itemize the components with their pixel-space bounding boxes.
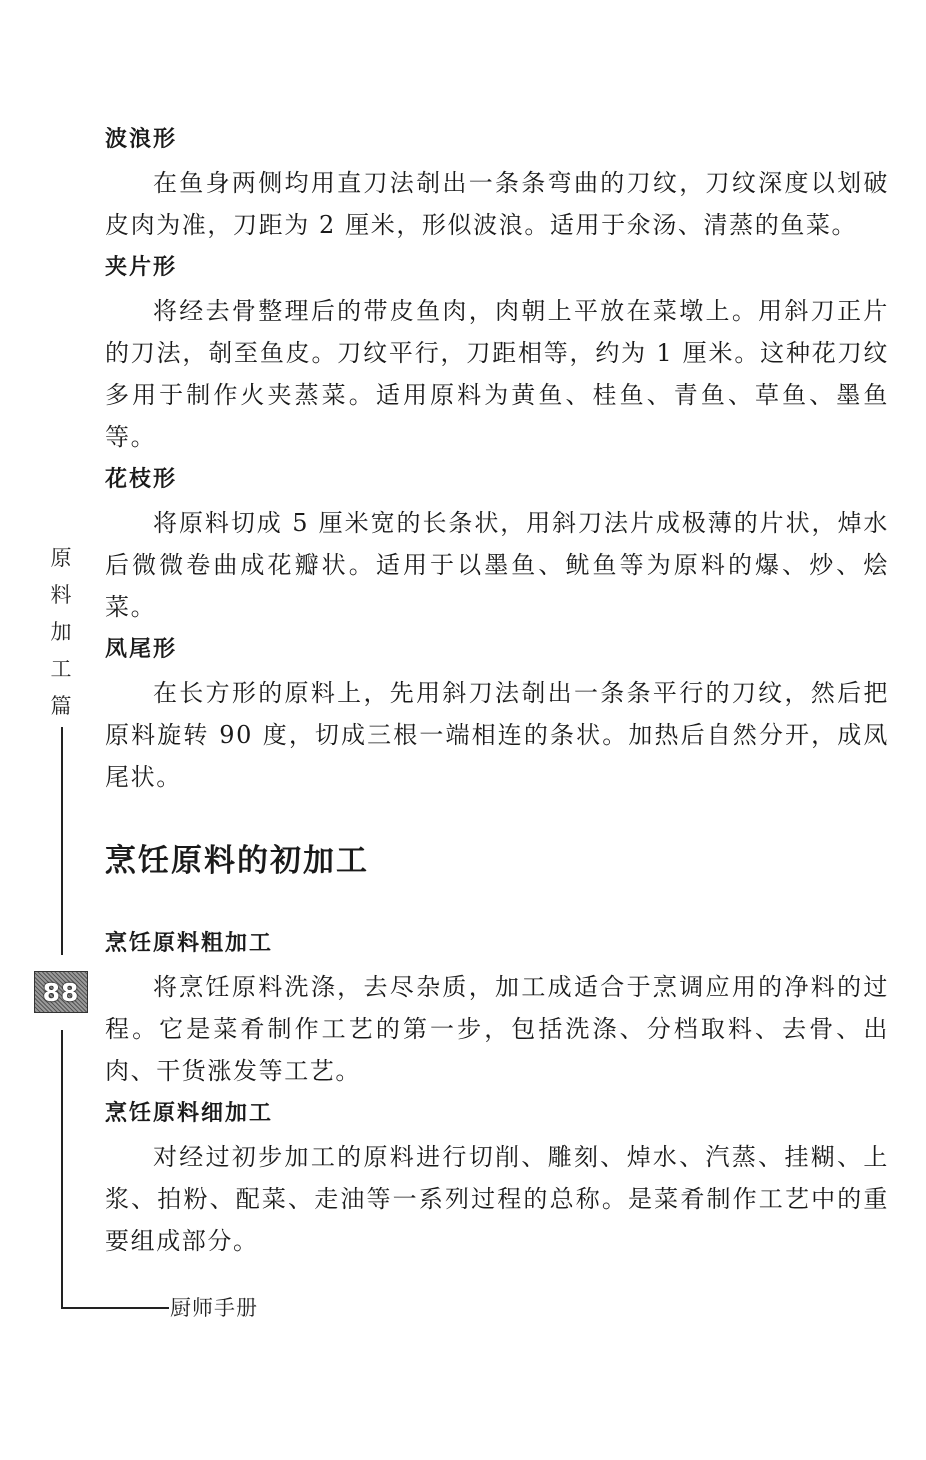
section-text-wave: 在鱼身两侧均用直刀法剞出一条条弯曲的刀纹，刀纹深度以划破皮肉为准，刀距为 2 厘米，形似波浪。适用于氽汤、清蒸的鱼菜。 [105, 169, 889, 239]
sidebar-chapter-label [47, 540, 75, 725]
section-heading-flower-branch: 花枝形 [105, 467, 178, 492]
sidebar-rule-upper [61, 727, 63, 955]
footer-book-title: 厨师手册 [170, 1296, 258, 1320]
subsection-heading-rough-processing: 烹饪原料粗加工 [105, 931, 274, 956]
section-text-sandwich: 将经去骨整理后的带皮鱼肉，肉朝上平放在菜墩上。用斜刀正片的刀法，剞至鱼皮。刀纹平行，刀距相等，约为 1 厘米。这种花刀纹多用于制作火夹蒸菜。适用原料为黄鱼、桂鱼、青鱼、草鱼、墨鱼等。 [105, 297, 889, 451]
subsection-heading-fine-processing: 烹饪原料细加工 [105, 1101, 274, 1126]
section-heading-phoenix-tail: 凤尾形 [105, 637, 178, 662]
section-text-flower-branch: 将原料切成 5 厘米宽的长条状，用斜刀法片成极薄的片状，焯水后微微卷曲成花瓣状。适用于以墨鱼、鱿鱼等为原料的爆、炒、烩菜。 [105, 509, 889, 621]
section-heading-wave: 波浪形 [105, 127, 178, 152]
sidebar-char: 工 [50, 657, 72, 681]
subsection-text-rough-processing: 将烹饪原料洗涤，去尽杂质，加工成适合于烹调应用的净料的过程。它是菜肴制作工艺的第一步，包括洗涤、分档取料、去骨、出肉、干货涨发等工艺。 [105, 973, 889, 1085]
section-heading-sandwich: 夹片形 [105, 255, 178, 280]
sidebar-rule-lower [61, 1030, 63, 1308]
sidebar-char: 原 [50, 546, 72, 570]
sidebar-char: 篇 [50, 694, 72, 718]
page-number: 88 [42, 977, 80, 1007]
page-content [105, 118, 889, 1262]
page-number-badge [34, 971, 88, 1013]
footer-rule [61, 1307, 169, 1309]
subsection-text-fine-processing: 对经过初步加工的原料进行切削、雕刻、焯水、汽蒸、挂糊、上浆、拍粉、配菜、走油等一系列过程的总称。是菜肴制作工艺中的重要组成部分。 [105, 1143, 889, 1255]
sidebar-char: 料 [50, 583, 72, 607]
chapter-section-title: 烹饪原料的初加工 [105, 843, 369, 879]
section-text-phoenix-tail: 在长方形的原料上，先用斜刀法剞出一条条平行的刀纹，然后把原料旋转 90 度，切成三根一端相连的条状。加热后自然分开，成凤尾状。 [105, 679, 889, 791]
sidebar-char: 加 [50, 620, 72, 644]
